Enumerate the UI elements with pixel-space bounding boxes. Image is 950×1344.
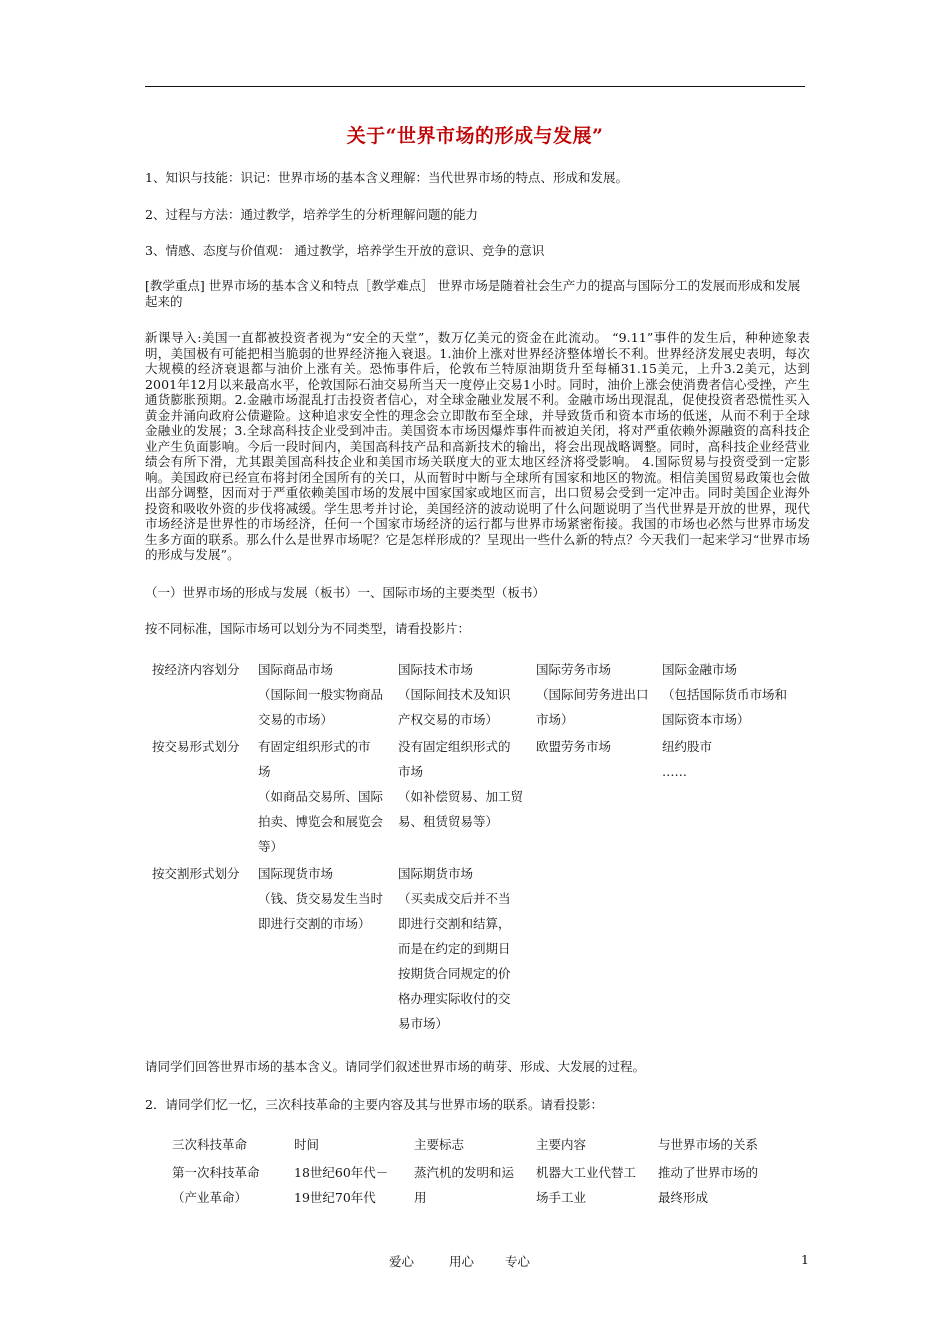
table-cell: 推动了世界市场的 最终形成 (658, 1165, 759, 1205)
table-cell: 国际商品市场 （国际间一般实物商品 交易的市场） (258, 662, 384, 727)
objective-3: 3、情感、态度与价值观： 通过教学，培养学生开放的意识、竞争的意识 (145, 243, 545, 258)
objective-2: 2、过程与方法：通过教学，培养学生的分析理解问题的能力 (145, 207, 478, 222)
table-cell: 国际劳务市场 （国际间劳务进出口 市场） (536, 662, 649, 727)
header-rule (145, 86, 805, 87)
footer-motto-2: 用心 (449, 1254, 475, 1269)
question-1: 请同学们回答世界市场的基本含义。请同学们叙述世界市场的萌芽、形成、大发展的过程。 (145, 1059, 646, 1074)
table-row-label: 按交易形式划分 (152, 739, 240, 754)
section-note: 按不同标准，国际市场可以划分为不同类型，请看投影片： (145, 621, 471, 636)
table-header: 与世界市场的关系 (658, 1137, 759, 1152)
table-row-label: 按交割形式划分 (152, 866, 240, 881)
table-header: 时间 (294, 1137, 320, 1152)
table-cell: 18世纪60年代－ 19世纪70年代 (294, 1165, 389, 1205)
section-heading: （一）世界市场的形成与发展（板书）一、国际市场的主要类型（板书） (145, 585, 546, 600)
table-cell: 机器大工业代替工 场手工业 (536, 1165, 637, 1205)
table-header: 主要标志 (414, 1137, 465, 1152)
table-cell: 第一次科技革命 （产业革命） (172, 1165, 260, 1205)
question-2: 2．请同学们忆一忆，三次科技革命的主要内容及其与世界市场的联系。请看投影： (145, 1097, 603, 1112)
objective-1: 1、知识与技能：识记：世界市场的基本含义理解：当代世界市场的特点、形成和发展。 (145, 170, 628, 185)
teaching-focus: [教学重点] 世界市场的基本含义和特点［教学难点］ 世界市场是随着社会生产力的提高与国际分工的发展而形成和发展起来的 (145, 278, 801, 309)
table-header: 三次科技革命 (172, 1137, 248, 1152)
table-row-label: 按经济内容划分 (152, 662, 240, 677)
table-cell: 纽约股市 …… (662, 739, 713, 779)
page-title: 关于“世界市场的形成与发展” (346, 125, 604, 147)
table-cell: 没有固定组织形式的 市场 （如补偿贸易、加工贸 易、租赁贸易等） (398, 739, 524, 829)
footer-motto-3: 专心 (505, 1254, 531, 1269)
table-cell: 国际技术市场 （国际间技术及知识 产权交易的市场） (398, 662, 511, 727)
table-cell: 国际现货市场 （钱、货交易发生当时 即进行交割的市场） (258, 866, 384, 931)
table-cell: 国际期货市场 （买卖成交后并不当 即进行交割和结算， 而是在约定的到期日 按期货合同规定的价 格办理实际收付的交 易市场） (398, 866, 511, 1031)
lesson-intro: 新课导入:美国一直都被投资者视为“安全的天堂”，数万亿美元的资金在此流动。 “9.11”事件的发生后，种种迹象表明，美国极有可能把相当脆弱的世界经济拖入衰退。1.油价上涨对世界经济整体增长不利。世界经济发展史表明，每次大规模的经济衰退都与油价上涨有关。恐怖事件后，伦敦布兰特原油期货升至每桶31.15美元，上升3.2美元，达到2001年12月以来最高水平，伦敦国际石油交易所当天一度停止交易1小时。同时，油价上涨会使消费者信心受挫，产生通货膨胀预期。2.金融市场混乱打击投资者信心，对全球金融业发展不利。金融市场出现混乱，促使投资者恐慌性买入黄金并涌向政府公债避险。这种追求安全性的理念会立即散布至全球，并导致货币和资本市场的低迷，从而不利于全球金融业的发展；3.全球高科技企业受到冲击。美国资本市场因爆炸事件而被迫关闭，将对严重依赖外源融资的高科技企业产生负面影响。今后一段时间内，美国高科技产品和高新技术的输出，将会出现战略调整。同时，高科技企业经营业绩会有所下滑，尤其跟美国高科技企业和美国市场关联度大的亚太地区经济将受影响。 4.国际贸易与投资受到一定影响。美国政府已经宣布将封闭全国所有的关口，从而暂时中断与全球所有国家和地区的物流。相信美国贸易政策也会做出部分调整，因而对于严重依赖美国市场的发展中国家国家或地区而言，出口贸易会受到一定冲击。同时美国企业海外投资和吸收外资的步伐将减缓。学生思考并讨论，美国经济的波动说明了什么问题说明了当代世界是开放的世界，现代市场经济是世界性的市场经济，任何一个国家市场经济的运行都与世界市场紧密衔接。我国的市场也必然与世界市场发生多方面的联系。那么什么是世界市场呢？它是怎样形成的？呈现出一些什么新的特点？今天我们一起来学习“世界市场的形成与发展”。 (145, 330, 810, 562)
page-number: 1 (801, 1252, 809, 1267)
table-cell: 国际金融市场 （包括国际货币市场和 国际资本市场） (662, 662, 788, 727)
table-cell: 蒸汽机的发明和运 用 (414, 1165, 515, 1205)
footer-motto-1: 爱心 (389, 1254, 415, 1269)
table-cell: 有固定组织形式的市 场 （如商品交易所、国际 拍卖、博览会和展览会 等） (258, 739, 384, 854)
table-header: 主要内容 (536, 1137, 587, 1152)
table-cell: 欧盟劳务市场 (536, 739, 612, 754)
